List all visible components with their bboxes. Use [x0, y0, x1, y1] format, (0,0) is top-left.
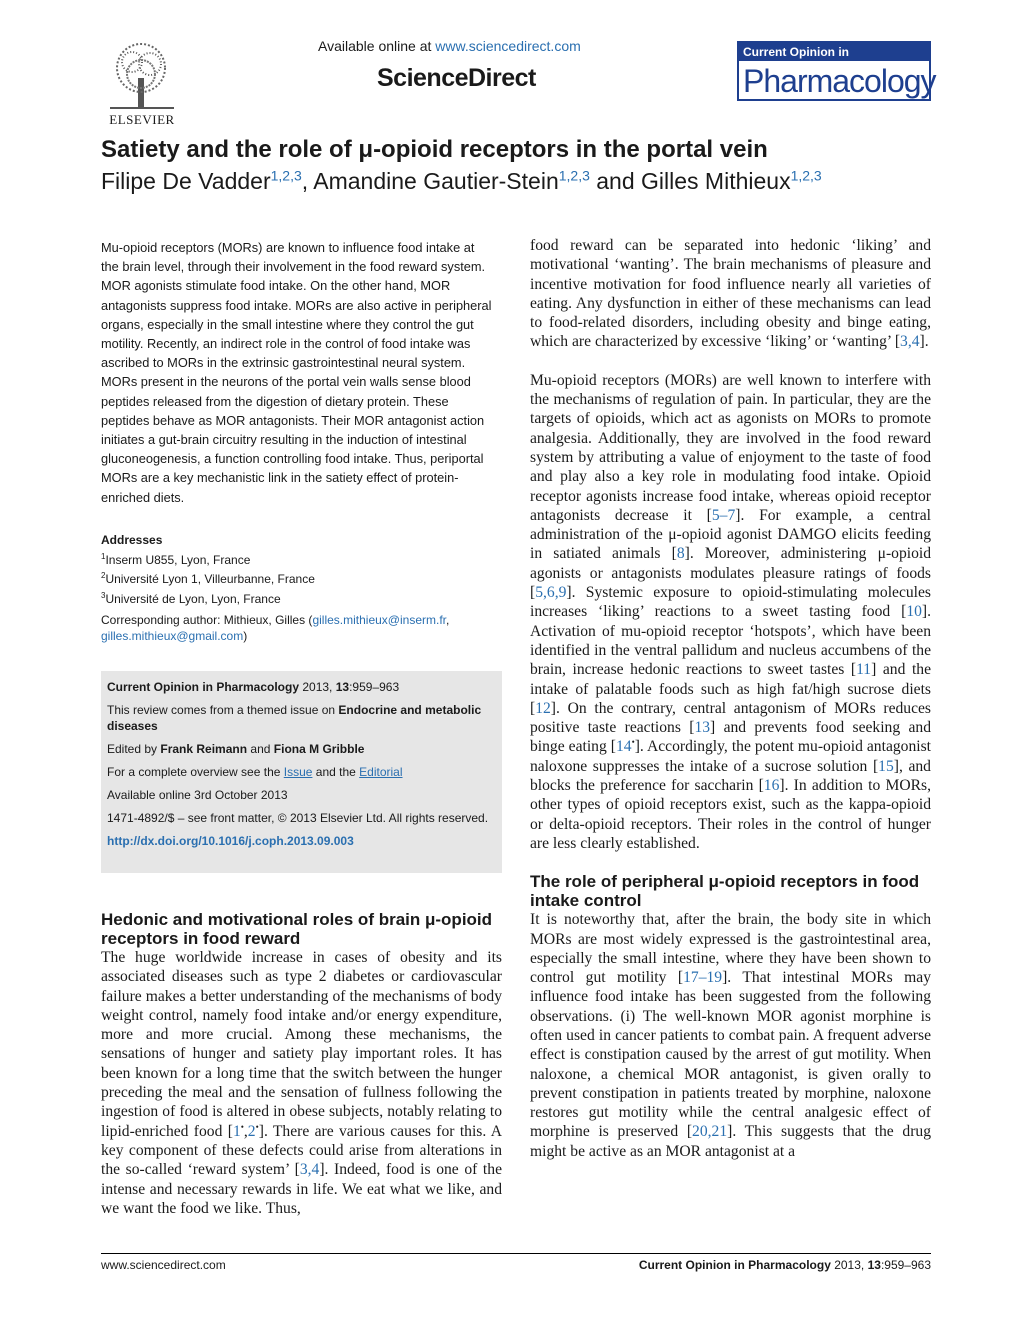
- citation-link[interactable]: 11: [856, 661, 872, 679]
- journal-logo-small: Current Opinion in: [739, 43, 929, 61]
- section-heading: Hedonic and motivational roles of brain μ-opioid receptors in food reward: [101, 910, 493, 948]
- article-info-box: [101, 671, 502, 873]
- addresses: [101, 533, 492, 607]
- citation-line: Current Opinion in Pharmacology 2013, 13:959–963: [107, 680, 400, 694]
- issue-link[interactable]: Issue: [283, 765, 313, 779]
- citation-link[interactable]: 14: [615, 738, 632, 756]
- author-affiliation[interactable]: 1,2,3: [790, 167, 822, 184]
- email-link[interactable]: gilles.mithieux@inserm.fr: [312, 613, 446, 627]
- elsevier-logo: [100, 40, 184, 128]
- address-item: $^2$Université Lyon 1, Villeurbanne, France: [101, 571, 315, 586]
- address-item: $^1$Inserm U855, Lyon, France: [101, 551, 251, 567]
- footer-citation: Current Opinion in Pharmacology 2013, 13:959–963: [638, 1258, 931, 1272]
- section-heading: The role of peripheral μ-opioid receptors in food intake control: [530, 872, 920, 911]
- paragraph: It is noteworthy that, after the brain, the body site in which MORs are most widely expressed is the gastrointestinal area, especially the small intestine, where they have been shown to control gut motility [17–19]. That intestinal MORs may influence food intake has been suggested from the following observations. (i) The well-known MOR agonist morphine is often used in cancer patients to combat pain. A frequent adverse effect is constipation caused by the arrest of gut motility. When naloxone, a chemical MOR antagonist, is given orally to prevent constipation in patients treated by morphine, naloxone restores gut motility while the central analgesic effect of morphine is preserved [20,21]. This suggests that the drug might be active as an MOR antagonist at a: [530, 911, 931, 1160]
- author-affiliation[interactable]: 1,2,3: [558, 167, 590, 184]
- article-title: Satiety and the role of μ-opioid receptors in the portal vein: [101, 136, 768, 163]
- available-date: Available online 3rd October 2013: [107, 788, 288, 802]
- author-affiliation[interactable]: 1,2,3: [270, 167, 302, 184]
- author-name[interactable]: Gilles Mithieux: [641, 168, 791, 194]
- right-column: [530, 236, 931, 1161]
- editors-line: Edited by Frank Reimann and Fiona M Gribble: [107, 742, 365, 756]
- email-link[interactable]: gilles.mithieux@gmail.com: [101, 629, 244, 643]
- editorial-link[interactable]: Editorial: [359, 765, 403, 779]
- section-hedonic: [101, 910, 502, 1218]
- citation-link[interactable]: 2: [247, 1122, 256, 1140]
- citation-link[interactable]: 20,21: [692, 1123, 728, 1141]
- copyright: 1471-4892/$ – see front matter, © 2013 Elsevier Ltd. All rights reserved.: [107, 811, 489, 825]
- citation-link[interactable]: 13: [694, 719, 711, 737]
- sciencedirect-brand: ScienceDirect: [377, 64, 536, 92]
- abstract: Mu-opioid receptors (MORs) are known to influence food intake at the brain level, through their involvement in the food reward system. MOR agonists stimulate food intake. On the other hand, MOR antagonists suppress food intake. MORs are also active in peripheral organs, especially in the small intestine where they control the gut motility. Recently, an indirect role in the control of food intake was ascribed to MORs in the extrinsic gastrointestinal neural system. MORs present in the neurons of the portal vein walls sense blood peptides released from the digestion of dietary protein. These peptides behave as MOR antagonists. Their MOR antagonist action initiates a gut-brain circuitry resulting in the induction of intestinal gluconeogenesis, a function controlling food intake. Thus, periportal MORs are a key mechanistic link in the satiety effect of protein-enriched diets.: [101, 240, 492, 505]
- overview-line: For a complete overview see the Issue and the Editorial: [107, 765, 403, 779]
- addresses-heading: Addresses: [101, 533, 163, 547]
- citation-link[interactable]: 17–19: [683, 969, 723, 987]
- citation-link[interactable]: 16: [763, 777, 780, 795]
- footer-divider: [101, 1253, 931, 1254]
- footer-url[interactable]: www.sciencedirect.com: [101, 1258, 226, 1272]
- sciencedirect-link[interactable]: www.sciencedirect.com: [435, 38, 581, 54]
- author-name[interactable]: Amandine Gautier-Stein: [313, 168, 559, 194]
- citation-link[interactable]: 5,6,9: [535, 584, 567, 602]
- citation-link[interactable]: 8: [676, 545, 685, 563]
- paragraph: The huge worldwide increase in cases of obesity and its associated diseases such as type 2 diabetes or cardiovascular failure makes a better understanding of the mechanisms of body weight control, namely food intake and/or energy expenditure, more and more crucial. Among these mechanisms, the sensations of hunger and satiety play important roles. It has been known for a long time that the switch between the hunger preceding the meal and the sensation of fullness following the ingestion of food is altered in obese subjects, notably relating to lipid-enriched food [1•,2•]. There are various causes for this. A key component of these defects could arise from alterations in the so-called ‘reward system’ [3,4]. Indeed, food is one of the intense and necessary rewards in life. We eat what we like, and we want the food we like. Thus,: [101, 949, 502, 1217]
- corresponding-author: Corresponding author: Mithieux, Gilles (gilles.mithieux@inserm.fr, gilles.mithieux@gmail.com): [101, 613, 450, 643]
- citation-link[interactable]: 3,4: [900, 333, 920, 351]
- citation-link[interactable]: 5–7: [711, 506, 736, 524]
- journal-logo-big: Pharmacology: [743, 63, 936, 99]
- paragraph: Mu-opioid receptors (MORs) are well known to interfere with the mechanisms of regulation of pain. In particular, they are the targets of opioids, which act as agonists on MORs to promote analgesia. Additionally, they are involved in the food reward system by attributing a value of enjoyment to the taste of food and play also a key role in modulating food intake. Opioid receptor agonists increase food intake, whereas opioid receptor antagonists decrease it [5–7]. For example, a central administration of the μ-opioid agonist DAMGO elicits feeding in satiated animals [8]. Moreover, administering μ-opioid agonists or antagonists modulates pleasure ratings of foods [5,6,9]. Systemic exposure to opioid-stimulating molecules increases ‘liking’ reactions to a sweet tasting food [10]. Activation of mu-opioid receptor ‘hotspots’, which have been identified in the ventral pallidum and nucleus accumbens of the brain, increase hedonic reactions to sweet tastes [11] and the intake of palatable foods such as high fat/high sucrose diets [12]. On the contrary, central antagonism of MORs reduces positive taste reactions [13] and prevents food seeking and binge eating [14•]. Accordingly, the potent mu-opioid antagonist naloxone suppresses the intake of a sucrose solution [15], and blocks the preference for saccharin [16]. In addition to MORs, other types of opioid receptors exist, such as the kappa-opioid or delta-opioid receptors. Their roles in the control of hunger are less clearly established.: [530, 371, 931, 852]
- address-item: $^3$Université de Lyon, Lyon, France: [101, 590, 281, 606]
- available-online: Available online at www.sciencedirect.com: [318, 38, 581, 54]
- journal-logo: [737, 41, 936, 101]
- doi-link[interactable]: http://dx.doi.org/10.1016/j.coph.2013.09.003: [107, 834, 354, 848]
- citation-link[interactable]: 1: [232, 1122, 241, 1140]
- author-list: Filipe De Vadder$^{1,2,3}$, Amandine Gautier-Stein$^{1,2,3}$ and Gilles Mithieux$^{1,2,3}$: [101, 167, 822, 194]
- author-name[interactable]: Filipe De Vadder: [101, 168, 271, 194]
- citation-link[interactable]: 12: [535, 699, 551, 717]
- citation-link[interactable]: 3,4: [299, 1161, 320, 1179]
- citation-link[interactable]: 10: [906, 603, 922, 621]
- theme-line: This review comes from a themed issue on Endocrine and metabolic diseases: [107, 703, 482, 733]
- paragraph: food reward can be separated into hedonic ‘liking’ and motivational ‘wanting’. The brain mechanisms of pleasure and incentive motivation for food influence nearly all varieties of eating. Any dysfunction in either of these mechanisms can lead to food-related disorders, including obesity and binge eating, which are characterized by excessive ‘liking’ or ‘wanting’ [3,4].: [530, 237, 931, 351]
- citation-link[interactable]: 15: [878, 757, 894, 775]
- elsevier-wordmark: ELSEVIER: [109, 112, 175, 127]
